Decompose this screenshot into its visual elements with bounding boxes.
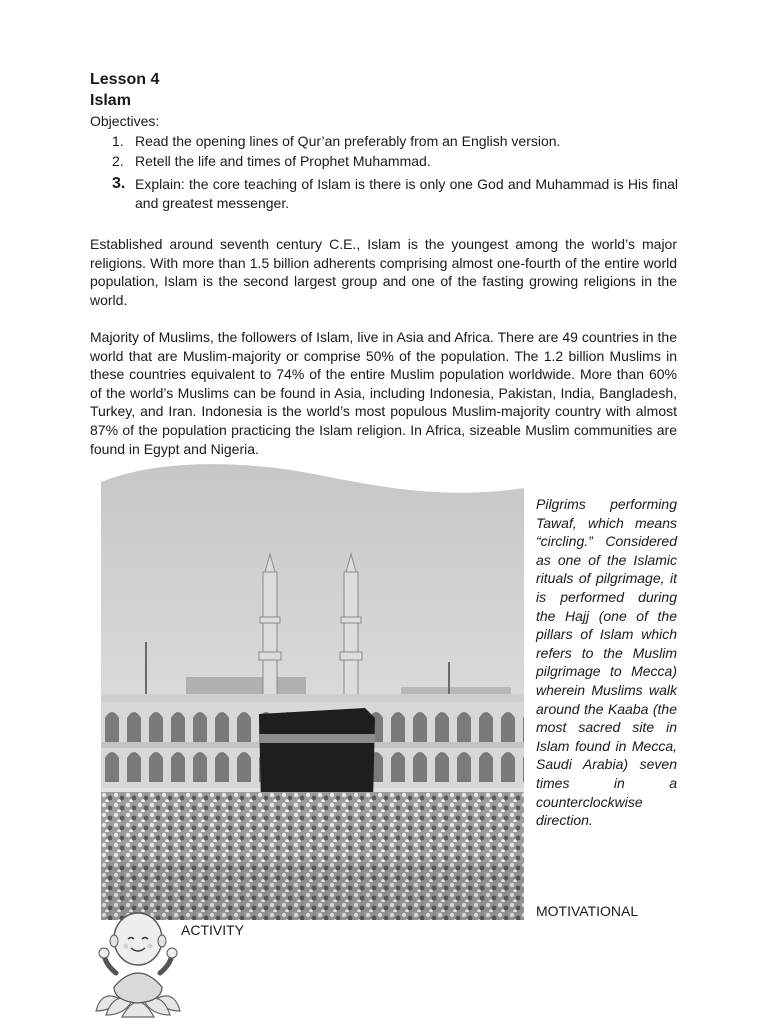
- objective-number: 1.: [112, 133, 124, 149]
- objective-number: 3.: [112, 175, 126, 192]
- intro-paragraph: Established around seventh century C.E., Islam is the youngest among the world’s major religions. With more than 1.5 billion adherents comprising almost one-fourth of the entire world population, Islam is the second largest group and one of the fasting growing religions in the world.: [90, 236, 677, 308]
- objective-item: [112, 152, 678, 171]
- objective-item: [112, 175, 678, 213]
- objectives-label: Objectives:: [90, 113, 160, 129]
- photo-caption: Pilgrims performing Tawaf, which means “circling.” Considered as one of the Islamic rituals of pilgrimage, it is performed during the Hajj (one of the pillars of Islam which refers to the Muslim pilgrimage to Mecca) wherein Muslims walk around the Kaaba (the most sacred site in Islam found in Mecca, Saudi Arabia) seven times in a counterclockwise direction.: [536, 496, 677, 829]
- demographics-paragraph: Majority of Muslims, the followers of Islam, live in Asia and Africa. There are 49 countries in the world that are Muslim-majority or comprise 50% of the population. The 1.2 billion Muslims in these countries equivalent to 74% of the entire Muslim population worldwide. More than 60% of the world’s Muslims can be found in Asia, including Indonesia, Pakistan, India, Bangladesh, Turkey, and Iran. Indonesia is the world’s most populous Muslim-majority country with almost 87% of the population practicing the Islam religion. In Africa, sizeable Muslim communities are found in Egypt and Nigeria.: [90, 329, 677, 457]
- lesson-title: Islam: [90, 92, 131, 109]
- section-heading-activity: ACTIVITY: [181, 922, 245, 938]
- lesson-number: Lesson 4: [90, 71, 160, 88]
- section-heading-motivational: MOTIVATIONAL: [536, 903, 639, 919]
- objective-text: Explain: the core teaching of Islam is there is only one God and Muhammad is His final and greatest messenger.: [135, 176, 678, 211]
- objective-text: Read the opening lines of Qur’an preferably from an English version.: [135, 133, 561, 149]
- objective-number: 2.: [112, 153, 124, 169]
- monk-mascot-illustration: [92, 903, 184, 1021]
- objective-text: Retell the life and times of Prophet Muhammad.: [135, 153, 431, 169]
- kaaba-photo: [101, 462, 524, 920]
- objective-item: [112, 132, 678, 151]
